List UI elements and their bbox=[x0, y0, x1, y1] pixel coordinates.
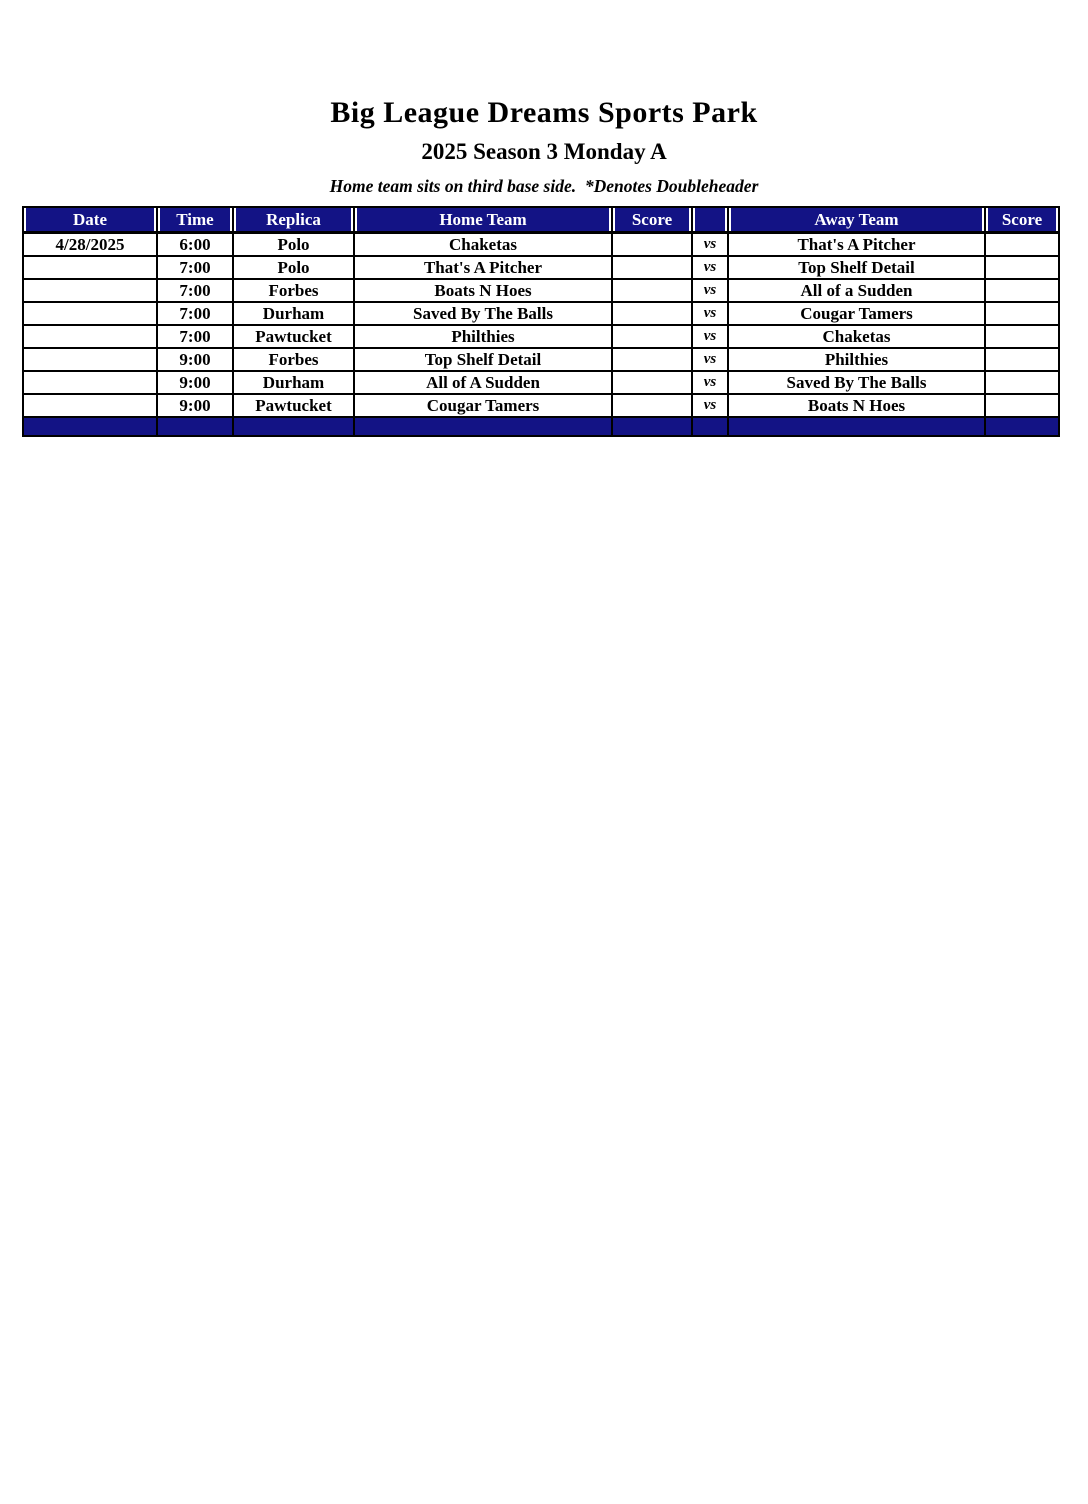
cell-time: 7:00 bbox=[157, 256, 233, 279]
cell-away-team: Saved By The Balls bbox=[728, 371, 985, 394]
column-header-away-score: Score bbox=[985, 207, 1059, 233]
table-row bbox=[23, 302, 1059, 325]
cell-date bbox=[23, 371, 157, 394]
page-note: Home team sits on third base side. *Denotes Doubleheader bbox=[329, 176, 759, 196]
cell-away-team: Cougar Tamers bbox=[728, 302, 985, 325]
cell-away-team: All of a Sudden bbox=[728, 279, 985, 302]
cell-vs: vs bbox=[692, 325, 728, 348]
cell-home-score bbox=[612, 279, 692, 302]
cell-away-score bbox=[985, 371, 1059, 394]
table-row bbox=[23, 256, 1059, 279]
cell-away-score bbox=[985, 302, 1059, 325]
cell-away-team: Philthies bbox=[728, 348, 985, 371]
cell-home-score bbox=[612, 325, 692, 348]
cell-away-team: Top Shelf Detail bbox=[728, 256, 985, 279]
cell-date bbox=[23, 279, 157, 302]
cell-away-team: That's A Pitcher bbox=[728, 233, 985, 257]
cell-replica: Polo bbox=[233, 233, 354, 257]
cell-away-score bbox=[985, 348, 1059, 371]
cell-away-score bbox=[985, 279, 1059, 302]
cell-replica: Forbes bbox=[233, 348, 354, 371]
cell-date bbox=[23, 302, 157, 325]
cell-date bbox=[23, 325, 157, 348]
cell-replica: Pawtucket bbox=[233, 394, 354, 417]
cell-home-team: Saved By The Balls bbox=[354, 302, 612, 325]
cell-home-score bbox=[612, 348, 692, 371]
cell-replica: Durham bbox=[233, 302, 354, 325]
column-header-replica: Replica bbox=[233, 207, 354, 233]
cell-away-score bbox=[985, 256, 1059, 279]
column-header-home-score: Score bbox=[612, 207, 692, 233]
cell-home-team: Top Shelf Detail bbox=[354, 348, 612, 371]
cell-vs: vs bbox=[692, 371, 728, 394]
cell-home-score bbox=[612, 302, 692, 325]
cell-home-score bbox=[612, 233, 692, 257]
cell-away-score bbox=[985, 325, 1059, 348]
cell-time: 6:00 bbox=[157, 233, 233, 257]
page-subtitle: 2025 Season 3 Monday A bbox=[421, 139, 667, 164]
column-header-home-team: Home Team bbox=[354, 207, 612, 233]
column-header-away-team: Away Team bbox=[728, 207, 985, 233]
cell-time: 9:00 bbox=[157, 371, 233, 394]
footer-cell bbox=[233, 417, 354, 436]
cell-replica: Pawtucket bbox=[233, 325, 354, 348]
cell-home-team: Cougar Tamers bbox=[354, 394, 612, 417]
table-header-row bbox=[23, 207, 1059, 233]
cell-time: 9:00 bbox=[157, 394, 233, 417]
cell-vs: vs bbox=[692, 233, 728, 257]
column-header-vs bbox=[692, 207, 728, 233]
footer-cell bbox=[354, 417, 612, 436]
cell-away-team: Chaketas bbox=[728, 325, 985, 348]
table-footer-row bbox=[23, 417, 1059, 436]
table-row bbox=[23, 325, 1059, 348]
cell-date bbox=[23, 348, 157, 371]
cell-date bbox=[23, 256, 157, 279]
cell-replica: Durham bbox=[233, 371, 354, 394]
cell-replica: Forbes bbox=[233, 279, 354, 302]
schedule-table bbox=[22, 206, 1060, 437]
cell-home-team: Chaketas bbox=[354, 233, 612, 257]
cell-home-score bbox=[612, 256, 692, 279]
column-header-time: Time bbox=[157, 207, 233, 233]
table-row bbox=[23, 279, 1059, 302]
cell-away-team: Boats N Hoes bbox=[728, 394, 985, 417]
footer-cell bbox=[985, 417, 1059, 436]
cell-vs: vs bbox=[692, 348, 728, 371]
cell-vs: vs bbox=[692, 302, 728, 325]
table-row bbox=[23, 371, 1059, 394]
cell-time: 9:00 bbox=[157, 348, 233, 371]
document-page bbox=[0, 96, 1088, 437]
cell-replica: Polo bbox=[233, 256, 354, 279]
cell-date bbox=[23, 394, 157, 417]
footer-cell bbox=[728, 417, 985, 436]
cell-home-score bbox=[612, 394, 692, 417]
cell-home-team: Boats N Hoes bbox=[354, 279, 612, 302]
page-title: Big League Dreams Sports Park bbox=[330, 96, 758, 129]
table-row bbox=[23, 394, 1059, 417]
cell-home-team: That's A Pitcher bbox=[354, 256, 612, 279]
cell-vs: vs bbox=[692, 256, 728, 279]
cell-time: 7:00 bbox=[157, 302, 233, 325]
table-row bbox=[23, 233, 1059, 257]
cell-away-score bbox=[985, 233, 1059, 257]
cell-time: 7:00 bbox=[157, 325, 233, 348]
cell-time: 7:00 bbox=[157, 279, 233, 302]
cell-away-score bbox=[985, 394, 1059, 417]
cell-home-team: Philthies bbox=[354, 325, 612, 348]
cell-vs: vs bbox=[692, 279, 728, 302]
cell-date: 4/28/2025 bbox=[23, 233, 157, 257]
cell-home-score bbox=[612, 371, 692, 394]
column-header-date: Date bbox=[23, 207, 157, 233]
footer-cell bbox=[612, 417, 692, 436]
cell-vs: vs bbox=[692, 394, 728, 417]
footer-cell bbox=[692, 417, 728, 436]
footer-cell bbox=[157, 417, 233, 436]
table-row bbox=[23, 348, 1059, 371]
footer-cell bbox=[23, 417, 157, 436]
cell-home-team: All of A Sudden bbox=[354, 371, 612, 394]
